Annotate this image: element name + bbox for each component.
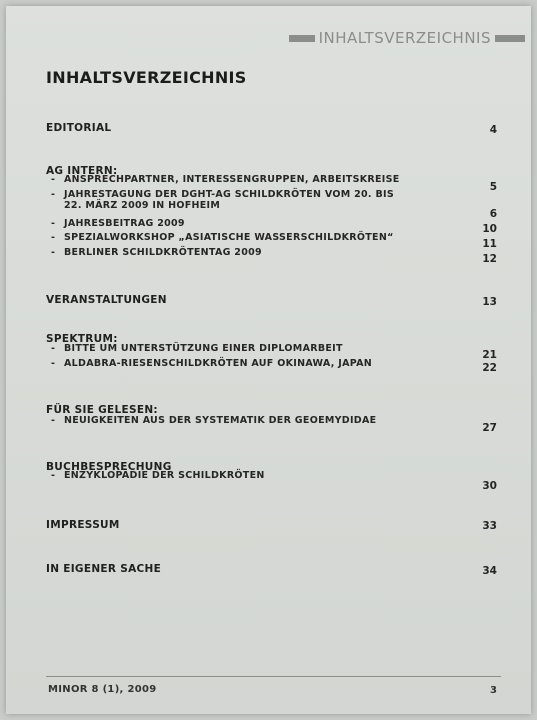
toc-entry-in-eigener-sache[interactable] bbox=[46, 557, 497, 576]
toc-subentry-label: ANSPRECHPARTNER, INTERESSENGRUPPEN, ARBEITSKREISE bbox=[64, 174, 400, 185]
toc-subentry[interactable] bbox=[51, 247, 262, 258]
toc-subentry[interactable] bbox=[51, 174, 400, 185]
toc-subentry-label: BERLINER SCHILDKRÖTENTAG 2009 bbox=[64, 247, 262, 258]
running-head-bar-right bbox=[495, 35, 525, 42]
toc-entry-editorial[interactable] bbox=[46, 116, 497, 135]
toc-section-buchbesprechung bbox=[46, 455, 497, 495]
toc-subentry-label: ENZYKLOPÄDIE DER SCHILDKRÖTEN bbox=[64, 470, 265, 481]
toc-page-number: 13 bbox=[482, 296, 497, 308]
document-page bbox=[6, 6, 531, 714]
footer-page-number: 3 bbox=[490, 685, 497, 696]
toc-page-number: 6 bbox=[489, 208, 497, 220]
toc-subentry[interactable] bbox=[51, 470, 265, 481]
running-head bbox=[289, 26, 525, 50]
list-dash: - bbox=[51, 174, 56, 185]
toc-entry-veranstaltungen[interactable] bbox=[46, 288, 497, 307]
toc-page-number: 21 bbox=[482, 349, 497, 361]
toc-section-ag-intern bbox=[46, 159, 497, 269]
toc-page-number: 22 bbox=[482, 362, 497, 374]
toc-section-label: VERANSTALTUNGEN bbox=[46, 294, 167, 306]
toc-subentry-label: JAHRESTAGUNG DER DGHT-AG SCHILDKRÖTEN VOM 20. BIS bbox=[64, 189, 394, 200]
running-head-text: INHALTSVERZEICHNIS bbox=[318, 29, 491, 47]
toc-section-label: BUCHBESPRECHUNG bbox=[46, 461, 172, 473]
toc-section-label: FÜR SIE GELESEN: bbox=[46, 404, 158, 416]
toc-subentry-label: ALDABRA-RIESENSCHILDKRÖTEN AUF OKINAWA, JAPAN bbox=[64, 358, 373, 369]
toc-subentry-label: JAHRESBEITRAG 2009 bbox=[64, 218, 185, 229]
toc-section-label: IMPRESSUM bbox=[46, 519, 120, 531]
toc-page-number: 4 bbox=[489, 124, 497, 136]
toc-section-label: EDITORIAL bbox=[46, 122, 112, 134]
toc-subentry[interactable] bbox=[51, 232, 394, 243]
toc-subentry-label-continued: 22. MÄRZ 2009 IN HOFHEIM bbox=[64, 200, 221, 211]
list-dash: - bbox=[51, 358, 56, 369]
toc-subentry[interactable] bbox=[51, 218, 185, 229]
toc-subentry[interactable] bbox=[51, 415, 377, 426]
toc-section-label: IN EIGENER SACHE bbox=[46, 563, 162, 575]
toc-subentry-label: SPEZIALWORKSHOP „ASIATISCHE WASSERSCHILDKRÖTEN“ bbox=[64, 232, 394, 243]
footer-journal-citation: MINOR 8 (1), 2009 bbox=[48, 684, 157, 695]
footer-rule bbox=[46, 676, 501, 677]
toc-subentry-label: BITTE UM UNTERSTÜTZUNG EINER DIPLOMARBEIT bbox=[64, 343, 343, 354]
toc-page-number: 5 bbox=[489, 181, 497, 193]
toc-section-spektrum bbox=[46, 327, 497, 377]
toc-page-number: 11 bbox=[482, 238, 497, 250]
toc-section-label: SPEKTRUM: bbox=[46, 333, 118, 345]
toc-page-number: 27 bbox=[482, 422, 497, 434]
toc-page-number: 34 bbox=[482, 565, 497, 577]
list-dash: - bbox=[51, 247, 56, 258]
list-dash: - bbox=[51, 470, 56, 481]
toc-section-label: AG INTERN: bbox=[46, 165, 118, 177]
toc-subentry[interactable] bbox=[51, 343, 343, 354]
toc-subentry[interactable] bbox=[51, 358, 373, 369]
toc-section-fuer-sie-gelesen bbox=[46, 398, 497, 438]
list-dash: - bbox=[51, 189, 56, 200]
running-head-bar-left bbox=[289, 35, 315, 42]
toc-page-number: 30 bbox=[482, 480, 497, 492]
list-dash: - bbox=[51, 415, 56, 426]
toc-page-number: 12 bbox=[482, 253, 497, 265]
list-dash: - bbox=[51, 343, 56, 354]
toc-subentry-label: NEUIGKEITEN AUS DER SYSTEMATIK DER GEOEMYDIDAE bbox=[64, 415, 377, 426]
toc-subentry[interactable] bbox=[51, 189, 394, 211]
toc-page-number: 10 bbox=[482, 223, 497, 235]
page-title: INHALTSVERZEICHNIS bbox=[46, 68, 247, 87]
toc-page-number: 33 bbox=[482, 520, 497, 532]
list-dash: - bbox=[51, 232, 56, 243]
list-dash: - bbox=[51, 218, 56, 229]
toc-entry-impressum[interactable] bbox=[46, 513, 497, 532]
